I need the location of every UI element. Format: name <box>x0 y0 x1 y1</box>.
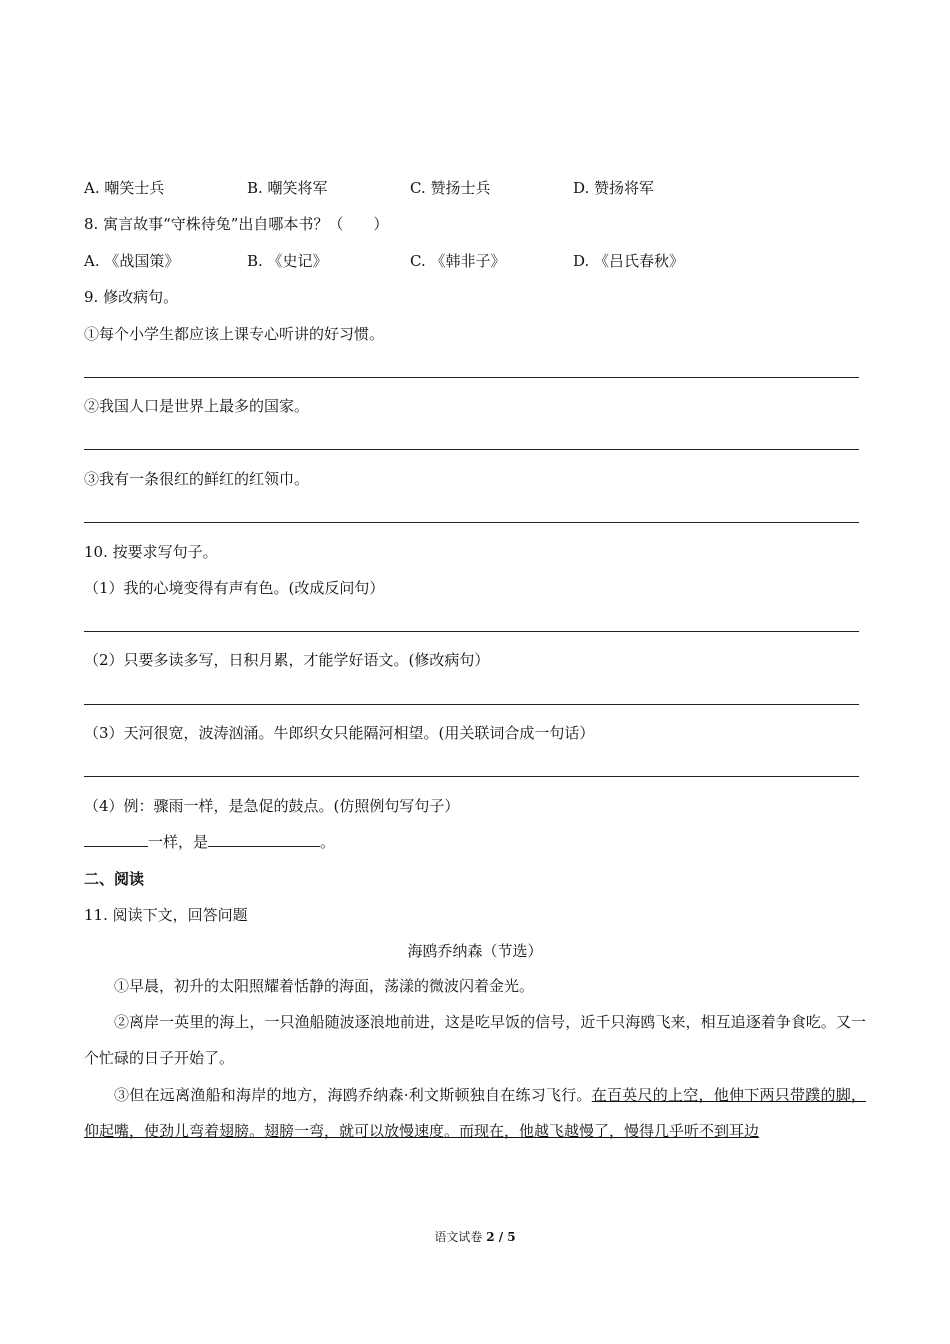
q10-item-2: （2）只要多读多写，日积月累，才能学好语文。(修改病句） <box>84 651 490 669</box>
q11-stem: 11. 阅读下文，回答问题 <box>84 906 248 924</box>
q8-option-a: A. 《战国策》 <box>84 252 180 270</box>
q7-option-a: A. 嘲笑士兵 <box>84 179 165 197</box>
answer-line[interactable] <box>84 522 859 523</box>
answer-line[interactable] <box>84 631 859 632</box>
answer-line[interactable] <box>84 377 859 378</box>
fill-mid-text: 一样，是 <box>148 833 209 851</box>
answer-line[interactable] <box>84 704 859 705</box>
page-footer <box>0 1228 950 1245</box>
fill-blank[interactable] <box>84 832 148 847</box>
fill-blank[interactable] <box>208 832 320 847</box>
footer-label: 语文试卷 <box>434 1230 483 1244</box>
q9-item-3: ③我有一条很红的鲜红的红领巾。 <box>84 470 310 488</box>
q9-item-2: ②我国人口是世界上最多的国家。 <box>84 397 310 415</box>
q7-option-b: B. 嘲笑将军 <box>247 179 328 197</box>
fill-end-text: 。 <box>320 833 336 851</box>
q9-stem: 9. 修改病句。 <box>84 288 179 306</box>
passage-title: 海鸥乔纳森（节选） <box>407 942 543 960</box>
paragraph-3-text: ③但在远离渔船和海岸的地方，海鸥乔纳森·利文斯顿独自在练习飞行。 <box>114 1086 592 1104</box>
section-heading: 二、阅读 <box>84 870 145 888</box>
q8-option-d: D. 《吕氏春秋》 <box>573 252 685 270</box>
q10-stem: 10. 按要求写句子。 <box>84 543 218 561</box>
passage-paragraph-2: ②离岸一英里的海上，一只渔船随波逐浪地前进，这是吃早饭的信号，近千只海鸥飞来，相互追逐着争食吃。又一个忙碌的日子开始了。 <box>84 1013 866 1067</box>
q8-option-b: B. 《史记》 <box>247 252 328 270</box>
q10-fill-sentence <box>84 832 335 852</box>
page-number: 2 / 5 <box>486 1230 516 1244</box>
underlined-sentence: 在百英尺的上空，他伸下两只带蹼的脚，仰起嘴，使劲儿弯着翅膀。翅膀一弯，就可以放慢速度。而现在，他越飞越慢了，慢得几乎听不到耳边 <box>84 1086 866 1140</box>
q7-option-d: D. 赞扬将军 <box>573 179 655 197</box>
q10-item-4: （4）例：骤雨一样，是急促的鼓点。(仿照例句写句子） <box>84 797 460 815</box>
passage-paragraph-1: ①早晨，初升的太阳照耀着恬静的海面，荡漾的微波闪着金光。 <box>114 977 535 995</box>
q9-item-1: ①每个小学生都应该上课专心听讲的好习惯。 <box>84 325 385 343</box>
q10-item-1: （1）我的心境变得有声有色。(改成反问句） <box>84 579 385 597</box>
answer-line[interactable] <box>84 449 859 450</box>
q10-item-3: （3）天河很宽，波涛汹涌。牛郎织女只能隔河相望。(用关联词合成一句话） <box>84 724 595 742</box>
q7-option-c: C. 赞扬士兵 <box>410 179 491 197</box>
answer-line[interactable] <box>84 776 859 777</box>
passage-paragraph-3 <box>84 1077 866 1149</box>
q8-stem: 8. 寓言故事“守株待兔”出自哪本书？（ ） <box>84 215 389 233</box>
q8-option-c: C. 《韩非子》 <box>410 252 506 270</box>
